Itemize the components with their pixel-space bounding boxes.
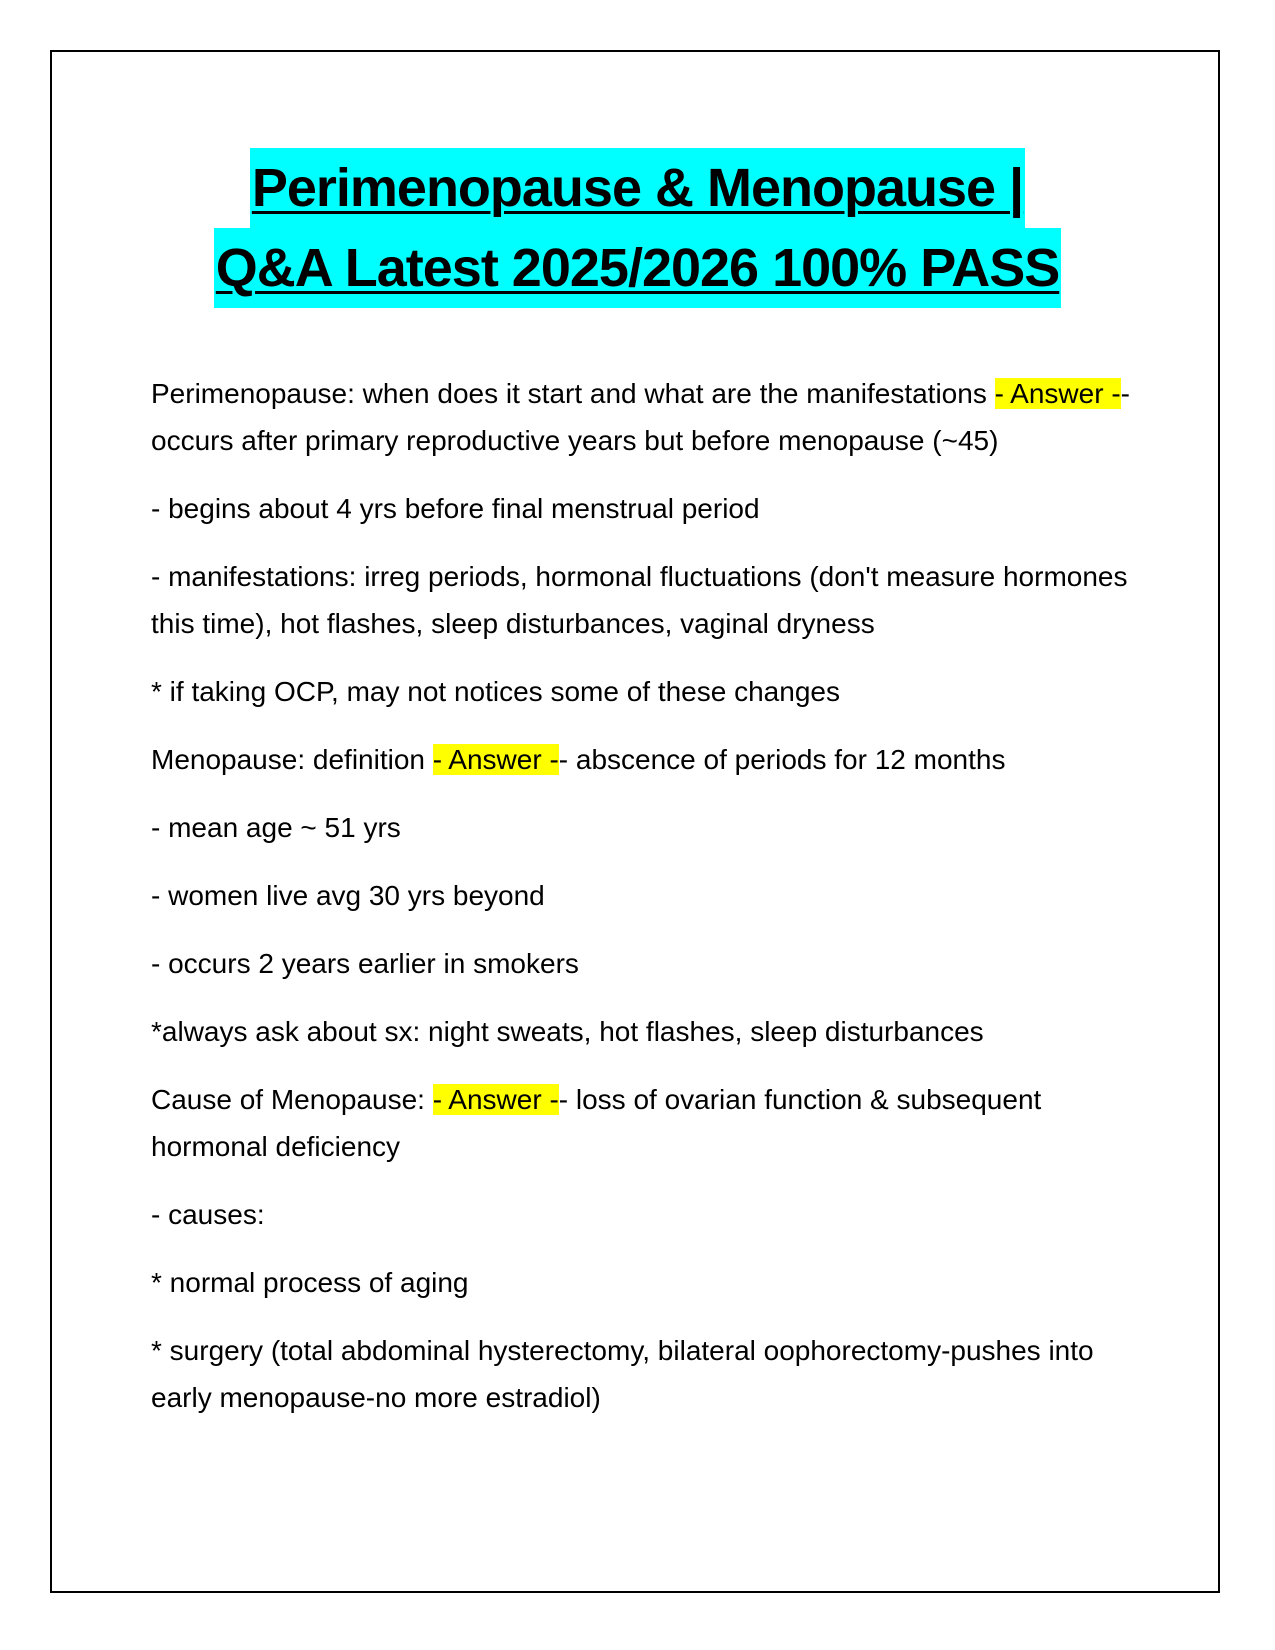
answer-text: - loss of ovarian function & subsequent hormonal deficiency — [151, 1084, 1042, 1162]
question-text: Perimenopause: when does it start and what are the manifestations — [151, 378, 995, 409]
list-item: - causes: — [151, 1199, 265, 1230]
list-item: - mean age ~ 51 yrs — [151, 812, 401, 843]
list-item: * if taking OCP, may not notices some of these changes — [151, 676, 840, 707]
answer-marker: - Answer - — [432, 744, 559, 775]
answer-marker: - Answer - — [994, 378, 1121, 409]
list-item: - manifestations: irreg periods, hormonal fluctuations (don't measure hormones this time), hot flashes, sleep disturbances, vaginal dryness — [151, 561, 1128, 639]
qa-item-menopause-definition — [151, 736, 1131, 783]
list-item: *always ask about sx: night sweats, hot flashes, sleep disturbances — [151, 1016, 984, 1047]
answer-marker: - Answer - — [432, 1084, 559, 1115]
document-body — [151, 370, 1131, 1442]
answer-text: - occurs after primary reproductive years but before menopause (~45) — [151, 378, 1130, 456]
answer-text: - abscence of periods for 12 months — [558, 744, 1006, 775]
list-item: * normal process of aging — [151, 1267, 469, 1298]
document-title — [100, 148, 1175, 308]
list-item: - women live avg 30 yrs beyond — [151, 880, 545, 911]
title-line-2: Q&A Latest 2025/2026 100% PASS — [214, 228, 1061, 308]
list-item: * surgery (total abdominal hysterectomy, bilateral oophorectomy-pushes into early menopause-no more estradiol) — [151, 1335, 1094, 1413]
qa-item-perimenopause — [151, 370, 1131, 464]
qa-item-menopause-cause — [151, 1076, 1131, 1170]
question-text: Menopause: definition — [151, 744, 433, 775]
question-text: Cause of Menopause: — [151, 1084, 433, 1115]
title-line-1: Perimenopause & Menopause | — [250, 148, 1025, 228]
list-item: - begins about 4 yrs before final menstrual period — [151, 493, 760, 524]
list-item: - occurs 2 years earlier in smokers — [151, 948, 579, 979]
